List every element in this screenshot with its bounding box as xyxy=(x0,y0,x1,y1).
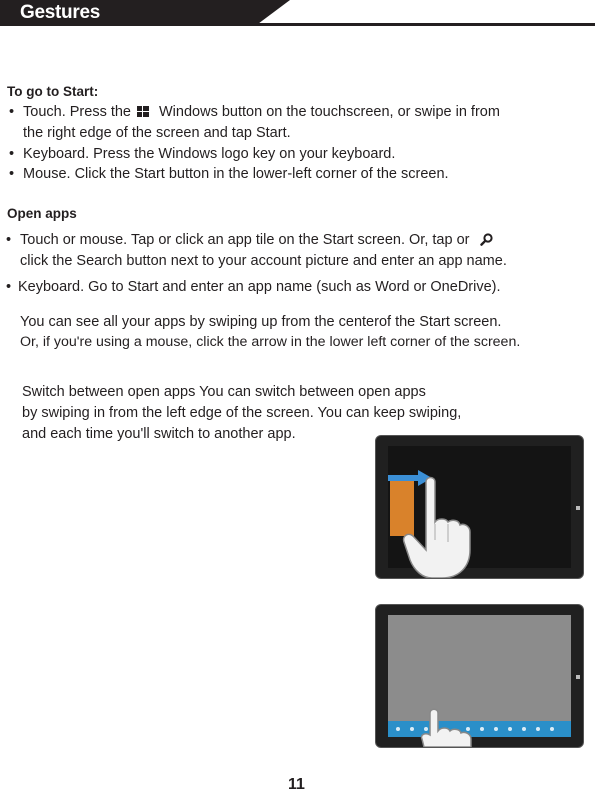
page-number: 11 xyxy=(288,776,305,793)
open-apps-paragraph-line-1: You can see all your apps by swiping up from the centerof the Start screen. xyxy=(20,314,502,330)
tablet-app-bar-illustration xyxy=(375,604,584,748)
page-header xyxy=(0,0,612,26)
bullet: • xyxy=(9,104,15,120)
hand-pointer-icon xyxy=(420,707,490,747)
open-apps-heading: Open apps xyxy=(7,206,77,221)
open-apps-keyboard-text: Keyboard. Go to Start and enter an app name (such as Word or OneDrive). xyxy=(18,279,501,295)
start-keyboard-line xyxy=(9,146,395,162)
header-rule xyxy=(255,23,595,26)
bullet: • xyxy=(6,279,12,295)
open-apps-keyboard-line xyxy=(6,279,501,295)
bullet: • xyxy=(6,232,12,248)
start-heading: To go to Start: xyxy=(7,84,99,99)
open-apps-touch-line xyxy=(6,232,493,248)
bullet: • xyxy=(9,166,15,182)
open-apps-paragraph-line-2: Or, if you're using a mouse, click the arrow in the lower left corner of the screen. xyxy=(20,334,521,350)
start-keyboard-text: Keyboard. Press the Windows logo key on your keyboard. xyxy=(23,146,396,162)
start-touch-post: Windows button on the touchscreen, or swipe in from xyxy=(159,104,500,120)
tablet-swipe-illustration xyxy=(375,435,584,579)
tablet-button xyxy=(576,675,580,679)
page-title: Gestures xyxy=(20,2,100,23)
start-touch-pre: Touch. Press the xyxy=(23,104,131,120)
open-apps-touch-line-2: click the Search button next to your account picture and enter an app name. xyxy=(20,253,507,269)
start-touch-line xyxy=(9,104,500,120)
start-mouse-text: Mouse. Click the Start button in the lower-left corner of the screen. xyxy=(23,166,449,182)
switch-line-2: by swiping in from the left edge of the screen. You can keep swiping, xyxy=(22,405,462,421)
tablet-button xyxy=(576,506,580,510)
start-mouse-line xyxy=(9,166,449,182)
switch-line-1: Switch between open apps You can switch between open apps xyxy=(22,384,426,400)
search-icon xyxy=(480,233,493,246)
start-touch-line-2: the right edge of the screen and tap Start. xyxy=(23,125,291,141)
bullet: • xyxy=(9,146,15,162)
windows-logo-icon xyxy=(137,106,149,117)
hand-pointer-icon xyxy=(402,474,472,578)
open-apps-touch-text: Touch or mouse. Tap or click an app tile on the Start screen. Or, tap or xyxy=(20,232,470,248)
switch-line-3: and each time you'll switch to another app. xyxy=(22,426,296,442)
